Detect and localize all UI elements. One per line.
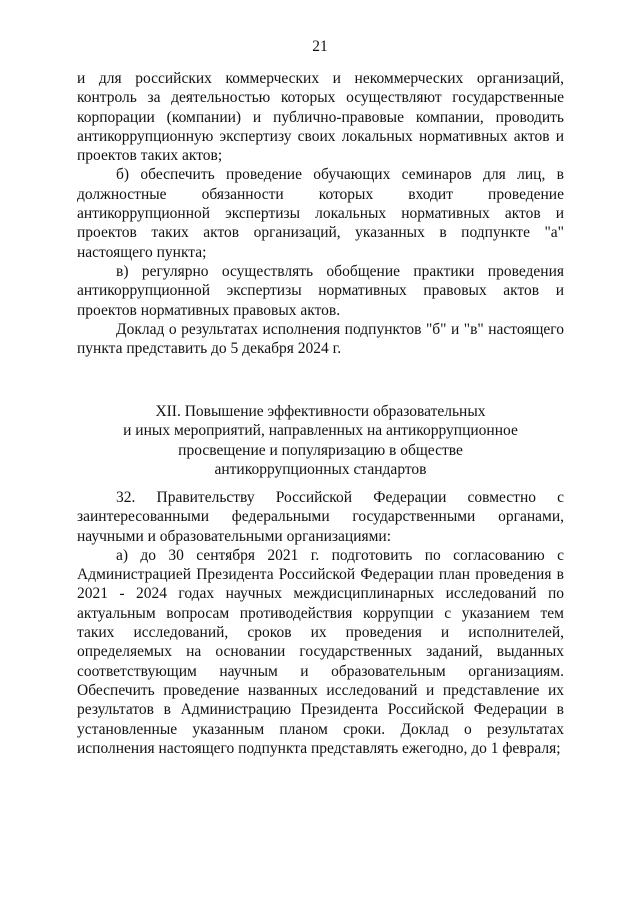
paragraph-subitem-b: б) обеспечить проведение обучающих семинаров для лиц, в должностные обязанности которых входит проведение антикоррупционной экспертизы локальных нормативных актов и проектов таких актов организаций, указанных в подпункте "а" настоящего пункта;	[77, 166, 564, 261]
paragraph-item-32: 32. Правительству Российской Федерации совместно с заинтересованными федеральными государственными органами, научными и образовательными организациями:	[77, 489, 564, 545]
page-number: 21	[312, 38, 328, 55]
paragraph-subitem-v: в) регулярно осуществлять обобщение практики проведения антикоррупционной экспертизы нормативных правовых актов и проектов нормативных правовых актов.	[77, 262, 564, 319]
section-heading	[77, 402, 564, 479]
document-body-upper	[77, 69, 564, 358]
section-heading-line: просвещение и популяризацию в обществе	[178, 441, 463, 459]
paragraph-subitem-a: а) до 30 сентября 2021 г. подготовить по согласованию с Администрацией Президента Российской Федерации план проведения в 2021 - 2024 годах научных междисциплинарных исследований по актуальным вопросам противодействия коррупции с указанием тем таких исследований, сроков их проведения и исполнителей, определяемых на основании государственных заданий, выданных соответствующим научным и образовательным организациям. Обеспечить проведение названных исследований и представление их результатов в Администрацию Президента Российской Федерации в установленные указанным планом сроки. Доклад о результатах исполнения настоящего подпункта представлять ежегодно, до 1 февраля;	[77, 546, 564, 757]
paragraph-report-deadline: Доклад о результатах исполнения подпунктов "б" и "в" настоящего пункта представить до 5 декабря 2024 г.	[77, 320, 564, 358]
section-heading-line: антикоррупционных стандартов	[214, 460, 427, 478]
paragraph-continuation: и для российских коммерческих и некоммерческих организаций, контроль за деятельностью которых осуществляют государственные корпорации (компании) и публично-правовые компании, проводить антикоррупционную экспертизу своих локальных нормативных актов и проектов таких актов;	[77, 70, 564, 165]
section-heading-line: XII. Повышение эффективности образовательных	[155, 403, 486, 420]
document-body-lower	[77, 488, 564, 758]
section-heading-line: и иных мероприятий, направленных на антикоррупционное	[123, 422, 518, 440]
